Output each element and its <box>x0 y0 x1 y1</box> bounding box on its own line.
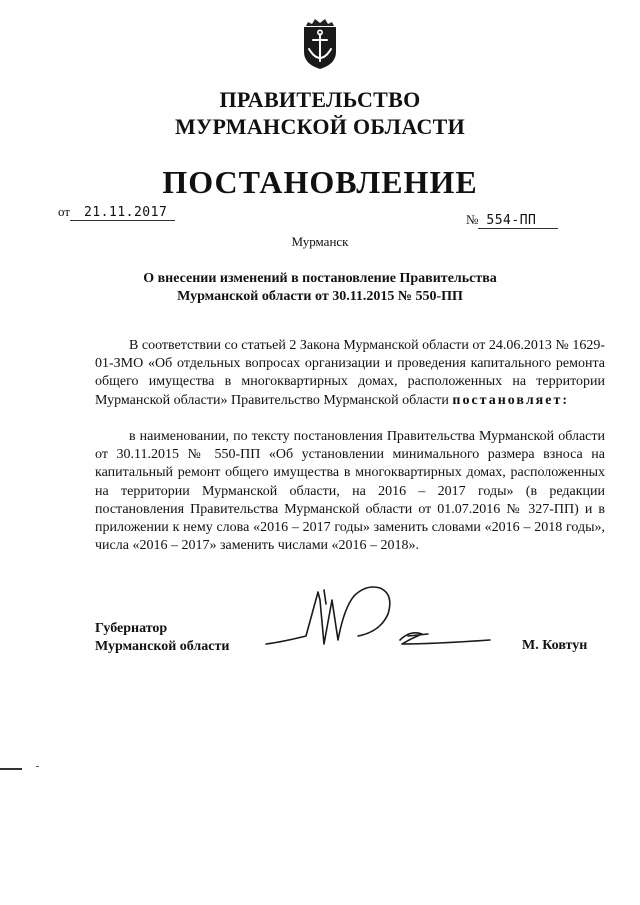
document-number: 554-ПП <box>478 213 558 229</box>
document-city: Мурманск <box>291 234 349 249</box>
resolution-paragraph: в наименовании, по тексту постановления Правительства Мурманской области от 30.11.2015 № 550-ПП «Об установлении минимального размера взноса на капитальный ремонт общего имущества в многоквартирных домах, расположенных на территории Мурманской области, на 2016 – 2017 годы» (в редакции постановления Правительства Мурманской области от 01.07.2016 № 327-ПП) и в приложении к нему слова «2016 – 2017 годы» заменить словами «2016 – 2018 годы», числа «2016 – 2017» заменить числами «2016 – 2018». <box>95 429 605 554</box>
handwritten-signature <box>262 578 502 668</box>
organization-name-line1: ПРАВИТЕЛЬСТВО <box>219 87 421 112</box>
preamble-text: В соответствии со статьей 2 Закона Мурманской области от 24.06.2013 № 1629-01-ЗМО «Об отдельных вопросах организации и проведения капитального ремонта общего имущества в многоквартирных домах, расположенных на территории Мурманской области» Правительство Мурманской области <box>95 338 605 408</box>
document-number-row <box>466 212 558 229</box>
document-date-row <box>58 204 175 221</box>
coat-of-arms-icon <box>298 12 342 70</box>
signatory-position-line2: Мурманской области <box>95 639 230 654</box>
resolution-keyword: постановляет: <box>452 392 569 408</box>
organization-name-line2: МУРМАНСКОЙ ОБЛАСТИ <box>174 114 466 139</box>
document-date: 21.11.2017 <box>70 205 175 221</box>
scan-margin-dot <box>36 766 39 767</box>
subject-line1: О внесении изменений в постановление Правительства <box>143 271 497 286</box>
document-type-title: ПОСТАНОВЛЕНИЕ <box>162 164 478 200</box>
scan-margin-mark <box>0 768 22 770</box>
signatory-name: М. Ковтун <box>522 638 588 653</box>
date-prefix: от <box>58 204 71 219</box>
preamble-paragraph <box>95 337 605 410</box>
signatory-position-line1: Губернатор <box>95 621 168 636</box>
signatory-position <box>95 620 229 656</box>
number-prefix: № <box>466 212 479 227</box>
document-subject <box>120 270 520 306</box>
subject-line2: Мурманской области от 30.11.2015 № 550-ПП <box>177 289 463 304</box>
